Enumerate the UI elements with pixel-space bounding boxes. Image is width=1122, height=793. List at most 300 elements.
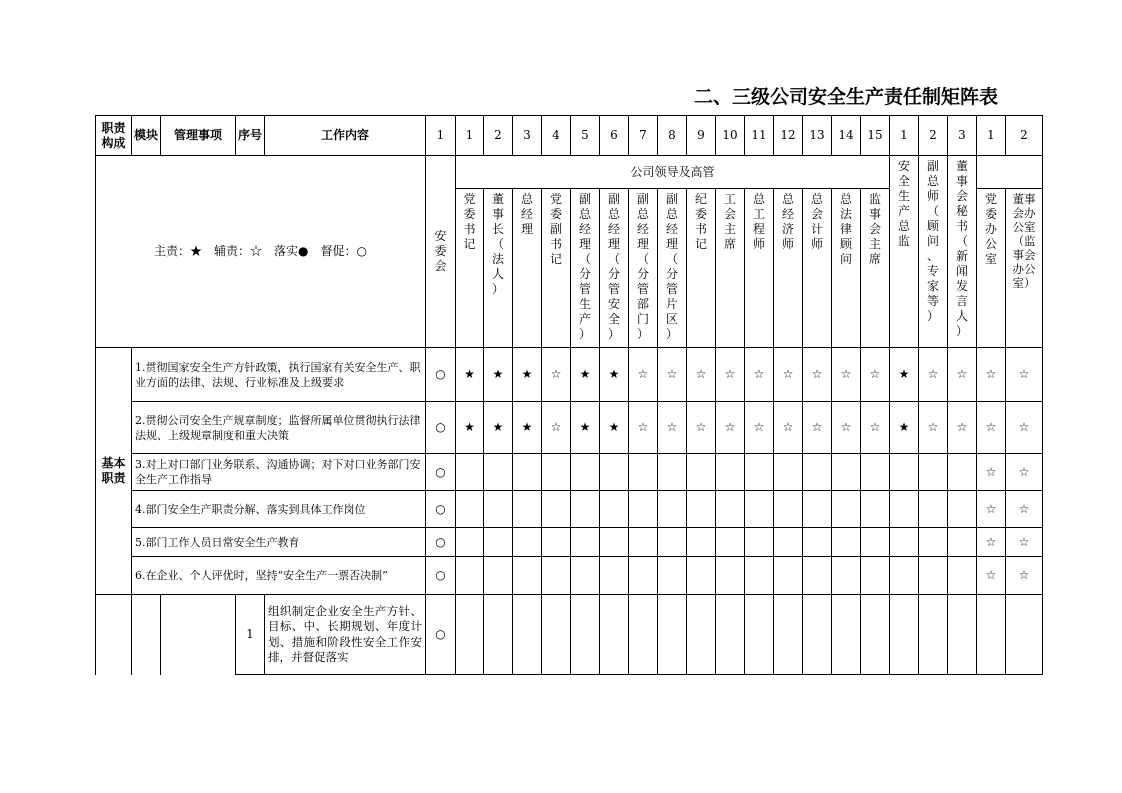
duty-content: 2.贯彻公司安全生产规章制度；监督所属单位贯彻执行法律法规、上级规章制度和重大决策: [132, 402, 426, 454]
mark-cell: [456, 454, 484, 491]
mark-cell: [832, 557, 861, 595]
role-label: [890, 159, 918, 249]
mark-cell: [919, 595, 948, 675]
mark-cell: ☆: [774, 348, 803, 402]
role-label-char: 副: [549, 222, 562, 236]
table-row: [96, 348, 1043, 402]
role-label-char: 分: [607, 267, 620, 281]
mark-cell: [890, 454, 919, 491]
role-label-char: 全: [607, 312, 620, 326]
role-label-char: 副: [578, 192, 591, 206]
mark-cell: [600, 557, 629, 595]
mark-cell: [890, 557, 919, 595]
mark-cell: [803, 491, 832, 528]
mark-cell: ☆: [1006, 402, 1043, 454]
mark-cell: [803, 557, 832, 595]
role-leader: [687, 189, 716, 348]
role-label-char: 专: [926, 264, 939, 278]
mark-cell: [977, 595, 1006, 675]
mark-cell: [542, 557, 571, 595]
office-group-header: [977, 156, 1043, 189]
role-label-char: 安: [434, 229, 447, 243]
mark-cell: ☆: [716, 348, 745, 402]
role-label: [919, 159, 947, 324]
role-label-char: 等: [926, 294, 939, 308]
role-leader: [774, 189, 803, 348]
mark-cell: [774, 595, 803, 675]
mark-cell: [1006, 595, 1043, 675]
role-label: [629, 192, 657, 342]
col-item-header: 管理事项: [161, 116, 236, 156]
mark-cell: [542, 491, 571, 528]
col-number: 1: [456, 116, 484, 156]
role-label-char: 委: [694, 207, 707, 221]
mark-cell: ☆: [1006, 491, 1043, 528]
mark-cell: ☆: [977, 491, 1006, 528]
mark-cell: [745, 557, 774, 595]
mark-cell: [832, 491, 861, 528]
mark-cell: ☆: [687, 402, 716, 454]
mark-cell: [542, 528, 571, 557]
mark-cell: [803, 454, 832, 491]
mark-cell: ☆: [1006, 528, 1043, 557]
role-label-char: （: [665, 252, 678, 266]
col-number: 6: [600, 116, 629, 156]
mark-cell: ★: [484, 348, 513, 402]
role-label-char: 书: [463, 222, 476, 236]
mark-cell: ☆: [948, 348, 977, 402]
role-board-secretary: [948, 156, 977, 348]
role-label-char: 席: [723, 237, 736, 251]
mark-cell: [948, 454, 977, 491]
role-label-char: 会: [868, 222, 881, 236]
mark-cell: ○: [426, 528, 456, 557]
mark-cell: [629, 491, 658, 528]
mark-cell: ☆: [803, 348, 832, 402]
col-number: 11: [745, 116, 774, 156]
role-label-char: 总: [897, 219, 910, 233]
role-label-char: 委: [549, 207, 562, 221]
mark-cell: [484, 528, 513, 557]
role-label-char: 经: [578, 222, 591, 236]
module-cell: [132, 595, 161, 675]
role-label-char: （: [955, 234, 968, 248]
mark-cell: ★: [890, 348, 919, 402]
mark-cell: ☆: [687, 348, 716, 402]
role-label-char: 公: [984, 237, 997, 251]
role-label-char: 师: [781, 237, 794, 251]
role-label-char: 监: [897, 234, 910, 248]
role-label-char: 经: [781, 207, 794, 221]
role-label-char: 分: [636, 267, 649, 281]
role-leader: [542, 189, 571, 348]
role-label-char: 区: [665, 312, 678, 326]
role-label-char: 生: [578, 297, 591, 311]
role-label-char: 新: [955, 249, 968, 263]
mark-cell: ☆: [745, 348, 774, 402]
mark-cell: [861, 557, 890, 595]
role-label-char: 经: [520, 207, 533, 221]
role-vice-chief-engineer: [919, 156, 948, 348]
mark-cell: [571, 454, 600, 491]
role-label-char: 总: [665, 207, 678, 221]
mark-cell: ★: [571, 402, 600, 454]
role-label: [513, 192, 541, 237]
mark-cell: ○: [426, 491, 456, 528]
col-duty-header: 职责构成: [96, 116, 132, 156]
duty-content: 5.部门工作人员日常安全生产教育: [132, 528, 426, 557]
role-label-char: 理: [578, 237, 591, 251]
col-number: 2: [484, 116, 513, 156]
role-label-char: （: [607, 252, 620, 266]
table-row: [96, 402, 1043, 454]
role-label-char: 委: [434, 244, 447, 258]
role-label: [571, 192, 599, 342]
role-label: [832, 192, 860, 267]
role-label: [745, 192, 773, 252]
role-label: [861, 192, 889, 267]
role-label-char: 发: [955, 279, 968, 293]
mark-cell: ☆: [542, 402, 571, 454]
mark-cell: ☆: [977, 402, 1006, 454]
mark-cell: [600, 491, 629, 528]
mark-cell: ☆: [629, 402, 658, 454]
col-number: 12: [774, 116, 803, 156]
role-group-row: [96, 156, 1043, 189]
role-label-char: 党: [984, 192, 997, 206]
mark-cell: ☆: [977, 557, 1006, 595]
mark-cell: [861, 454, 890, 491]
role-leader: [456, 189, 484, 348]
col-number: 5: [571, 116, 600, 156]
role-label-char: 计: [810, 222, 823, 236]
role-label: [484, 192, 512, 297]
role-label-char: 董: [491, 192, 504, 206]
role-label-char: 经: [665, 222, 678, 236]
role-label-char: 安: [897, 159, 910, 173]
mark-cell: [600, 595, 629, 675]
mark-cell: [571, 491, 600, 528]
mark-cell: ★: [456, 402, 484, 454]
mark-cell: [658, 595, 687, 675]
role-leader: [629, 189, 658, 348]
col-number: 3: [948, 116, 977, 156]
role-label-char: 程: [752, 222, 765, 236]
mark-cell: [542, 595, 571, 675]
role-leader: [803, 189, 832, 348]
mark-cell: [716, 528, 745, 557]
role-label-char: ）: [607, 327, 620, 341]
role-label-char: 记: [463, 237, 476, 251]
role-label: [542, 192, 570, 267]
role-label-char: 产: [578, 312, 591, 326]
mark-cell: [774, 528, 803, 557]
col-number: 3: [513, 116, 542, 156]
mark-cell: [861, 491, 890, 528]
mark-cell: [948, 528, 977, 557]
role-label-char: 监: [868, 192, 881, 206]
col-module-header: 模块: [132, 116, 161, 156]
role-label-char: 言: [955, 294, 968, 308]
mark-cell: ★: [513, 348, 542, 402]
basic-duty-label: [96, 348, 132, 595]
col-number: 1: [977, 116, 1006, 156]
role-label-char: 人: [955, 309, 968, 323]
responsibility-matrix: [95, 115, 1043, 675]
mark-cell: [484, 454, 513, 491]
role-label-char: ）: [636, 327, 649, 341]
mark-cell: [861, 595, 890, 675]
mark-cell: ☆: [861, 402, 890, 454]
role-label-char: 问: [839, 252, 852, 266]
mark-cell: [861, 528, 890, 557]
mark-cell: ★: [600, 348, 629, 402]
mark-cell: ☆: [832, 402, 861, 454]
role-label-char: 生: [897, 189, 910, 203]
mark-cell: [658, 557, 687, 595]
mark-cell: [803, 595, 832, 675]
duty-content: 1.贯彻国家安全生产方针政策，执行国家有关安全生产、职业方面的法律、法规、行业标准及上级要求: [132, 348, 426, 402]
table-row: [96, 454, 1043, 491]
mark-cell: ☆: [948, 402, 977, 454]
role-label-char: （: [926, 204, 939, 218]
basic-duty-label-line: 职责: [101, 471, 126, 485]
mark-cell: [658, 454, 687, 491]
role-label-char: 主: [723, 222, 736, 236]
mark-cell: [687, 595, 716, 675]
header-row: [96, 116, 1043, 156]
role-label-char: 闻: [955, 264, 968, 278]
role-label: [774, 192, 802, 252]
role-label-char: ）: [926, 309, 939, 323]
col-number: 1: [890, 116, 919, 156]
mark-cell: ○: [426, 402, 456, 454]
role-label-char: 副: [665, 192, 678, 206]
col-number: 15: [861, 116, 890, 156]
role-label-char: 会: [723, 207, 736, 221]
col-number: 4: [542, 116, 571, 156]
basic-duty-label-line: 基本: [101, 456, 126, 470]
duty-cell: [96, 595, 132, 675]
mark-cell: [687, 491, 716, 528]
mark-cell: [571, 528, 600, 557]
role-safety-committee: [426, 156, 456, 348]
mark-cell: [716, 454, 745, 491]
role-board-office: 董事会办公室（监事会办公室）: [1006, 189, 1043, 348]
mark-cell: [658, 491, 687, 528]
mark-cell: ☆: [977, 454, 1006, 491]
mark-cell: [456, 595, 484, 675]
role-label-char: 工: [723, 192, 736, 206]
role-label-char: 总: [926, 174, 939, 188]
role-label: [658, 192, 686, 342]
mark-cell: [716, 557, 745, 595]
col-number: 14: [832, 116, 861, 156]
mark-cell: ○: [426, 557, 456, 595]
col-seq-header: 序号: [236, 116, 265, 156]
mark-cell: [629, 528, 658, 557]
role-label-char: 总: [607, 207, 620, 221]
mark-cell: [513, 557, 542, 595]
duty-content: 6.在企业、个人评优时，坚持“安全生产一票否决制”: [132, 557, 426, 595]
role-label: [687, 192, 715, 252]
role-label-char: 总: [578, 207, 591, 221]
mark-cell: [658, 528, 687, 557]
role-label-char: 事: [955, 174, 968, 188]
role-label: [600, 192, 628, 342]
role-party-office: [977, 189, 1006, 348]
mark-cell: [484, 557, 513, 595]
col-number: 7: [629, 116, 658, 156]
role-label-char: 理: [636, 237, 649, 251]
role-leader: [484, 189, 513, 348]
role-label-char: 分: [665, 267, 678, 281]
role-label-char: 党: [549, 192, 562, 206]
mark-cell: [919, 454, 948, 491]
page-title: 二、三级公司安全生产责任制矩阵表: [694, 86, 999, 108]
role-leader: [513, 189, 542, 348]
mark-cell: [803, 528, 832, 557]
mark-cell: [948, 491, 977, 528]
table-row: [96, 595, 1043, 675]
role-label-char: 记: [549, 252, 562, 266]
role-label-char: 师: [926, 189, 939, 203]
mark-cell: ○: [426, 454, 456, 491]
role-label-char: 总: [810, 192, 823, 206]
mark-cell: ★: [456, 348, 484, 402]
col-number: 9: [687, 116, 716, 156]
role-label-char: 顾: [839, 237, 852, 251]
mark-cell: [629, 557, 658, 595]
role-label-char: 长: [491, 222, 504, 236]
mark-cell: [832, 454, 861, 491]
role-label-char: 会: [955, 189, 968, 203]
role-label-char: 室: [984, 252, 997, 266]
duty-content: 3.对上对口部门业务联系、沟通协调；对下对口业务部门安全生产工作指导: [132, 454, 426, 491]
role-label-char: 片: [665, 297, 678, 311]
role-label-char: 、: [926, 249, 939, 263]
mark-cell: [456, 491, 484, 528]
mark-cell: [919, 491, 948, 528]
mark-cell: [716, 595, 745, 675]
role-label-char: 纪: [694, 192, 707, 206]
mark-cell: ☆: [977, 348, 1006, 402]
role-leader: [716, 189, 745, 348]
role-label-char: 产: [897, 204, 910, 218]
mark-cell: [629, 595, 658, 675]
mark-cell: ☆: [1006, 557, 1043, 595]
role-label-char: 理: [665, 237, 678, 251]
role-leader: [600, 189, 629, 348]
role-label-char: 秘: [955, 204, 968, 218]
role-safety-director: [890, 156, 919, 348]
role-label-char: ）: [665, 327, 678, 341]
table-row: [96, 491, 1043, 528]
mark-cell: [832, 528, 861, 557]
role-label-char: 董: [955, 159, 968, 173]
mark-cell: ★: [513, 402, 542, 454]
mark-cell: ☆: [832, 348, 861, 402]
role-label-char: 人: [491, 267, 504, 281]
mark-cell: [832, 595, 861, 675]
role-label: [803, 192, 831, 252]
mark-cell: ☆: [977, 528, 1006, 557]
mark-cell: ☆: [542, 348, 571, 402]
role-label-char: 会: [434, 259, 447, 273]
mark-cell: [948, 595, 977, 675]
role-label-char: ）: [578, 327, 591, 341]
mark-cell: [948, 557, 977, 595]
mark-cell: ☆: [1006, 454, 1043, 491]
mark-cell: [600, 528, 629, 557]
role-label-char: 部: [636, 297, 649, 311]
role-label-char: （: [578, 252, 591, 266]
mark-cell: ☆: [716, 402, 745, 454]
mark-cell: ★: [600, 402, 629, 454]
mark-cell: [716, 491, 745, 528]
mark-cell: [513, 528, 542, 557]
duty-content: 4.部门安全生产职责分解、落实到具体工作岗位: [132, 491, 426, 528]
mark-cell: ★: [484, 402, 513, 454]
role-label-char: 理: [607, 237, 620, 251]
mark-cell: ☆: [745, 402, 774, 454]
mark-cell: [774, 491, 803, 528]
role-leader: [861, 189, 890, 348]
role-label-char: 工: [752, 207, 765, 221]
table-row: [96, 528, 1043, 557]
role-label: [456, 192, 483, 252]
role-label-char: 家: [926, 279, 939, 293]
col-number: 2: [919, 116, 948, 156]
mark-cell: [687, 454, 716, 491]
role-label-char: 委: [984, 207, 997, 221]
mark-cell: ☆: [919, 348, 948, 402]
role-label-char: 律: [839, 222, 852, 236]
item-cell: [161, 595, 236, 675]
mark-cell: [513, 491, 542, 528]
role-label: [948, 159, 976, 339]
mark-cell: [513, 454, 542, 491]
mark-cell: [774, 454, 803, 491]
role-label-char: ）: [955, 324, 968, 338]
col-number: 2: [1006, 116, 1043, 156]
role-label-char: （: [636, 252, 649, 266]
role-label-char: 问: [926, 234, 939, 248]
role-label-char: 事: [868, 207, 881, 221]
mark-cell: [629, 454, 658, 491]
role-label-char: 总: [781, 192, 794, 206]
role-label-char: 全: [897, 174, 910, 188]
role-label-char: 主: [868, 237, 881, 251]
role-label-char: 办: [984, 222, 997, 236]
mark-cell: [600, 454, 629, 491]
role-leader: [571, 189, 600, 348]
table-row: [96, 557, 1043, 595]
role-label-char: 师: [810, 237, 823, 251]
role-label: [977, 192, 1005, 267]
role-label-char: 记: [694, 237, 707, 251]
role-label-char: ）: [491, 282, 504, 296]
mark-cell: [571, 557, 600, 595]
group-leaders-header: 公司领导及高管: [456, 156, 890, 189]
role-label-char: 经: [636, 222, 649, 236]
mark-cell: ☆: [658, 402, 687, 454]
role-label-char: 席: [868, 252, 881, 266]
mark-cell: ☆: [658, 348, 687, 402]
item-content: 组织制定企业安全生产方针、目标、中、长期规划、年度计划、措施和阶段性安全工作安排，并督促落实: [265, 595, 426, 675]
role-label-char: 书: [694, 222, 707, 236]
mark-cell: [745, 528, 774, 557]
